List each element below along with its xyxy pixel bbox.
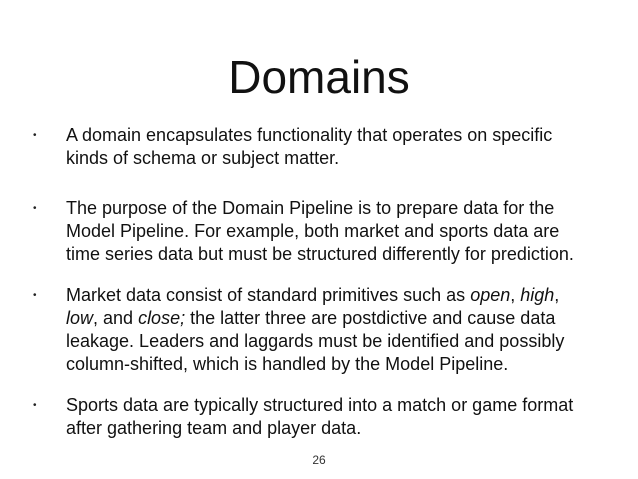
bullet-text-line: after gathering team and player data.	[66, 418, 362, 438]
slide-title: Domains	[228, 51, 410, 103]
bullet-text-line: A domain encapsulates functionality that operates on specific	[66, 125, 553, 145]
bullet-text-segment: ,	[554, 285, 560, 305]
bullet-text-line: kinds of schema or subject matter.	[66, 148, 340, 168]
italic-term-close: close;	[138, 308, 186, 328]
bullet-text-line: time series data but must be structured differently for prediction.	[66, 244, 574, 264]
bullet-text-line	[66, 284, 581, 307]
bullet-icon: •	[33, 290, 37, 301]
bullet-text-line: The purpose of the Domain Pipeline is to prepare data for the	[66, 198, 555, 218]
bullet-icon: •	[33, 130, 37, 141]
bullet-item	[33, 197, 581, 266]
italic-term-high: high	[520, 285, 555, 305]
bullet-item	[33, 124, 581, 170]
bullet-text-segment: the latter three are postdictive and cause data	[190, 308, 556, 328]
italic-term-low: low	[66, 308, 94, 328]
bullet-text-line: leakage. Leaders and laggards must be identified and possibly	[66, 331, 565, 351]
bullet-text-line: Sports data are typically structured into a match or game format	[66, 395, 574, 415]
bullet-icon: •	[33, 203, 37, 214]
italic-term-open: open	[470, 285, 511, 305]
bullet-text-segment: , and	[93, 308, 139, 328]
bullet-text-line: column-shifted, which is handled by the Model Pipeline.	[66, 354, 509, 374]
bullet-icon: •	[33, 400, 37, 411]
page-number: 26	[312, 453, 326, 467]
bullet-text-line: Model Pipeline. For example, both market and sports data are	[66, 221, 560, 241]
bullet-text-line	[66, 307, 581, 330]
bullet-item	[33, 394, 581, 440]
bullet-item	[33, 284, 581, 376]
bullet-text-segment: ,	[510, 285, 521, 305]
bullet-text-segment: Market data consist of standard primitives such as	[66, 285, 471, 305]
